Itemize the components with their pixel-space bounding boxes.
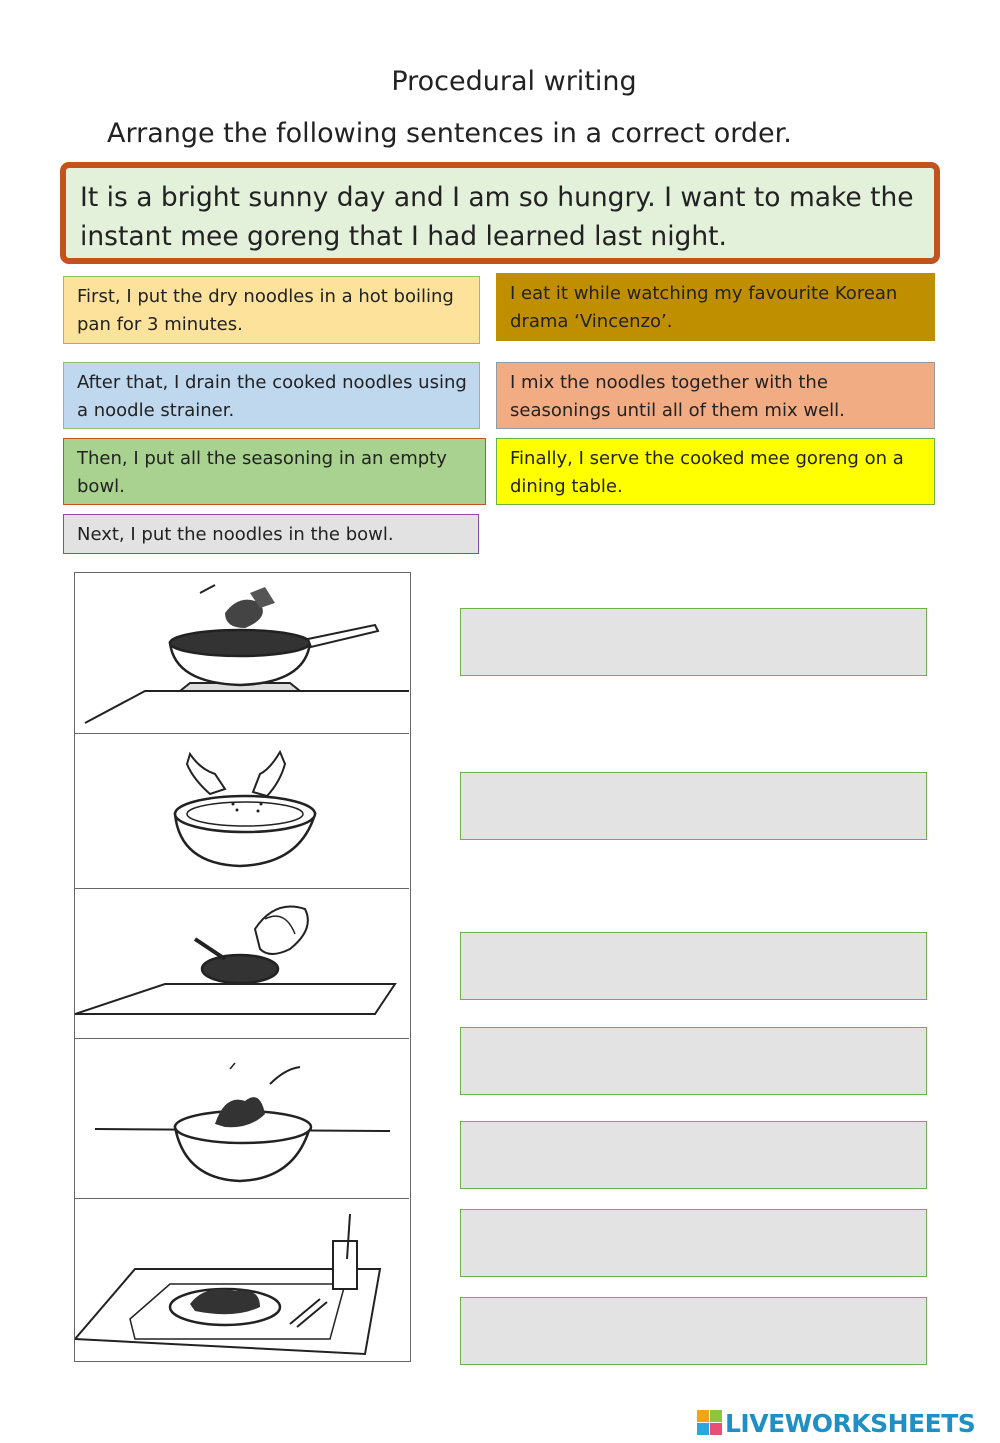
answer-dropbox-4[interactable]: [460, 1027, 927, 1095]
liveworksheets-logo: [697, 1408, 975, 1438]
sentence-card-then[interactable]: Then, I put all the seasoning in an empty bowl.: [63, 438, 486, 505]
instruction-text: Arrange the following sentences in a correct order.: [107, 118, 792, 149]
answer-dropbox-6[interactable]: [460, 1209, 927, 1277]
answer-dropbox-3[interactable]: [460, 932, 927, 1000]
liveworksheets-logo-icon: [697, 1410, 723, 1436]
sentence-card-after-that[interactable]: After that, I drain the cooked noodles using a noodle strainer.: [63, 362, 480, 429]
noodles-in-bowl-icon: [75, 1038, 409, 1199]
logo-text: LIVEWORKSHEETS: [725, 1408, 976, 1438]
noodle-strainer-icon: [75, 888, 409, 1039]
answer-dropbox-7[interactable]: [460, 1297, 927, 1365]
intro-box: It is a bright sunny day and I am so hungry. I want to make the instant mee goreng that I had learned last night.: [60, 162, 940, 264]
answer-dropbox-2[interactable]: [460, 772, 927, 840]
picture-strip: [74, 572, 411, 1362]
sentence-card-first[interactable]: First, I put the dry noodles in a hot boiling pan for 3 minutes.: [63, 276, 480, 344]
answer-dropbox-5[interactable]: [460, 1121, 927, 1189]
answer-dropbox-1[interactable]: [460, 608, 927, 676]
seasoning-bowl-icon: [75, 733, 409, 889]
page-title: Procedural writing: [391, 66, 637, 97]
sentence-card-mix[interactable]: I mix the noodles together with the seasonings until all of them mix well.: [496, 362, 935, 429]
served-plate-icon: [75, 1198, 409, 1364]
sentence-card-next[interactable]: Next, I put the noodles in the bowl.: [63, 514, 479, 554]
noodles-boiling-pan-icon: [75, 573, 409, 733]
sentence-card-eat[interactable]: I eat it while watching my favourite Korean drama ‘Vincenzo’.: [496, 273, 935, 341]
sentence-card-finally[interactable]: Finally, I serve the cooked mee goreng on a dining table.: [496, 438, 935, 505]
